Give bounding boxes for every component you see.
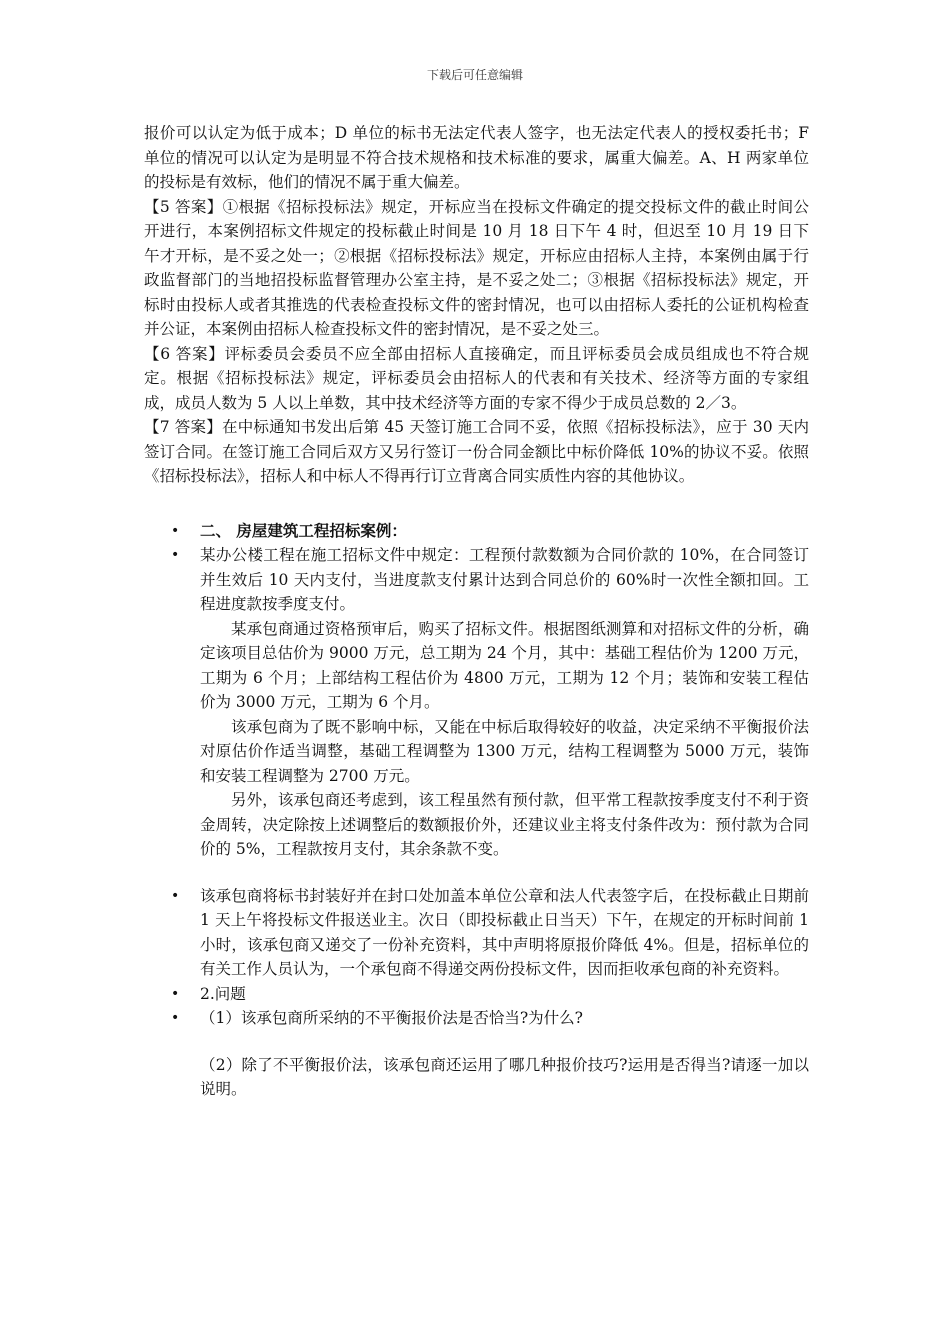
list-spacer [144, 1031, 809, 1053]
case-submission: 该承包商将标书封装好并在封口处加盖本单位公章和法人代表签字后，在投标截止日期前 1 天上午将投标文件报送业主。次日（即投标截止日当天）下午，在规定的开标时间前 1 小时，该承包商又递交了一份补充资料，其中声明将原报价降低 4%。但是，招标单位的有关工作人员认为，一个承包商不得递交两份投标文件，因而拒收承包商的补充资料。 [200, 886, 809, 978]
document-body [144, 121, 809, 1102]
questions-heading: 2.问题 [200, 984, 246, 1003]
list-item [144, 1006, 809, 1031]
page-header: 下载后可任意编辑 [426, 68, 523, 82]
case-payment-terms: 另外，该承包商还考虑到，该工程虽然有预付款，但平常工程款按季度支付不利于资金周转，决定除按上述调整后的数额报价外，还建议业主将支付条件改为：预付款为合同价的 5%，工程款按月支付，其余条款不变。 [200, 791, 809, 858]
bullet-icon: • [171, 522, 180, 539]
section-heading: 二、 房屋建筑工程招标案例： [200, 520, 407, 540]
paragraph-continuation: 报价可以认定为低于成本；D 单位的标书无法定代表人签字，也无法定代表人的授权委托书；F 单位的情况可以认定为是明显不符合技术规格和技术标准的要求，属重大偏差。A、H 两家单位的投标是有效标，他们的情况不属于重大偏差。 [144, 124, 809, 191]
list-item [144, 982, 809, 1007]
bullet-icon: • [171, 985, 180, 1002]
list-item [144, 884, 809, 982]
case-bullet-list [144, 519, 809, 1102]
bullet-icon: • [171, 887, 180, 904]
list-item [144, 1053, 809, 1102]
case-estimate: 某承包商通过资格预审后，购买了招标文件。根据图纸测算和对招标文件的分析，确定该项目总估价为 9000 万元，总工期为 24 个月，其中：基础工程估价为 1200 万元，工期为 6 个月；上部结构工程估价为 4800 万元，工期为 12 个月；装饰和安装工程估价为 3000 万元，工期为 6 个月。 [200, 619, 809, 711]
answer-6: 【6 答案】评标委员会委员不应全部由招标人直接确定，而且评标委员会成员组成也不符合规定。根据《招标投标法》规定，评标委员会由招标人的代表和有关技术、经济等方面的专家组成，成员人数为 5 人以上单数，其中技术经济等方面的专家不得少于成员总数的 2／3。 [144, 344, 809, 412]
case-intro: 某办公楼工程在施工招标文件中规定：工程预付款数额为合同价款的 10%，在合同签订并生效后 10 天内支付，当进度款支付累计达到合同总价的 60%时一次性全额扣回。工程进度款按季度支付。 [200, 546, 809, 613]
bullet-icon: • [171, 1010, 180, 1026]
list-item-heading [144, 519, 809, 544]
answer-5: 【5 答案】①根据《招标投标法》规定，开标应当在投标文件确定的提交投标文件的截止时间公开进行，本案例招标文件规定的投标截止时间是 10 月 18 日下午 4 时，但迟至 10 月 19 日下午才开标，是不妥之处一；②根据《招标投标法》规定，开标应由招标人主持，本案例由属于行政监督部门的当地招投标监督管理办公室主持，是不妥之处二；③根据《招标投标法》规定，开标时由投标人或者其推选的代表检查投标文件的密封情况，也可以由招标人委托的公证机构检查并公证，本案例由招标人检查投标文件的密封情况，是不妥之处三。 [144, 197, 809, 338]
answer-7: 【7 答案】在中标通知书发出后第 45 天签订施工合同不妥，依照《招标投标法》，应于 30 天内签订合同。在签订施工合同后双方又另行签订一份合同金额比中标价降低 10%的协议不妥。依照《招标投标法》，招标人和中标人不得再行订立背离合同实质性内容的其他协议。 [144, 418, 809, 485]
case-adjustment: 该承包商为了既不影响中标，又能在中标后取得较好的收益，决定采纳不平衡报价法对原估价作适当调整，基础工程调整为 1300 万元，结构工程调整为 5000 万元，装饰和安装工程调整为 2700 万元。 [200, 717, 809, 785]
list-spacer [144, 862, 809, 884]
spacer [144, 489, 809, 519]
question-1: （1）该承包商所采纳的不平衡报价法是否恰当?为什么? [200, 1009, 583, 1027]
bullet-icon: • [171, 547, 180, 563]
question-2: （2）除了不平衡报价法，该承包商还运用了哪几种报价技巧?运用是否得当?请逐一加以说明。 [200, 1055, 809, 1098]
list-item [144, 543, 809, 862]
